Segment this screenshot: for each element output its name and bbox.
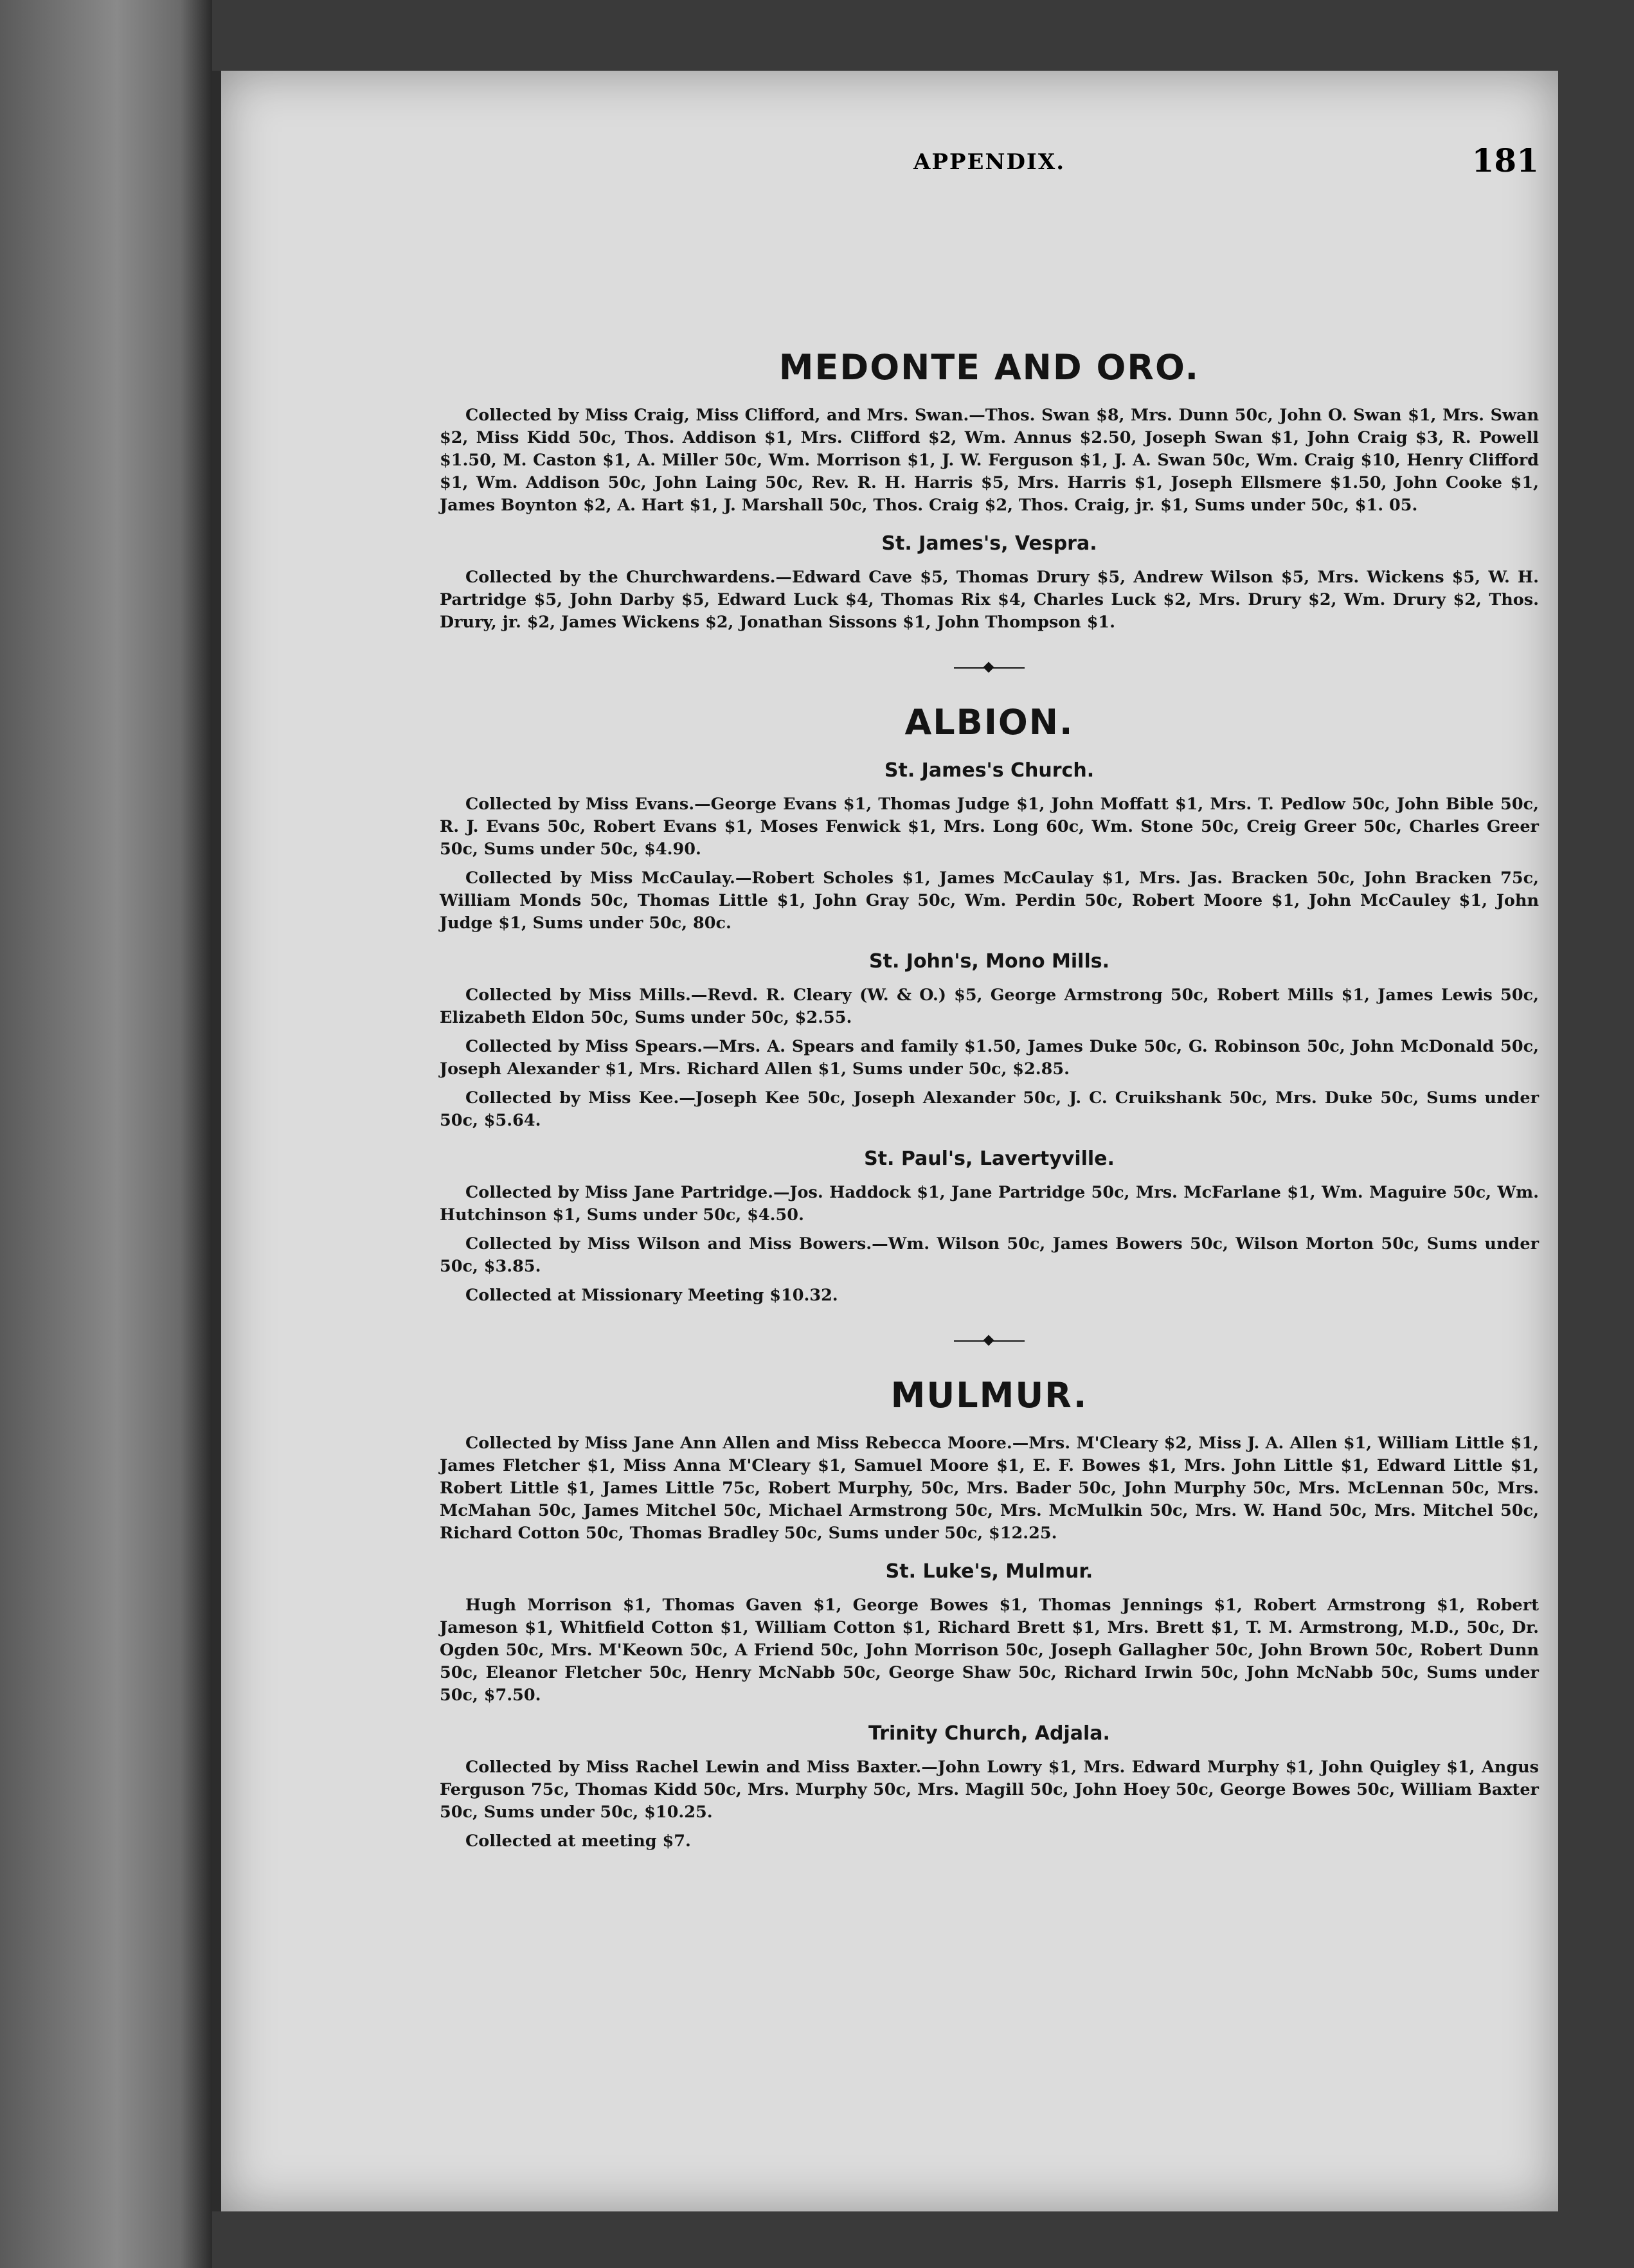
contribution-paragraph: Collected at Missionary Meeting $10.32. — [465, 1286, 838, 1305]
contribution-paragraph: Collected by the Churchwardens.—Edward Cave $5, Thomas Drury $5, Andrew Wilson $5, Mrs. Wickens $5, W. H. Partridge $5, John Darby $5, Edward Luck $4, Thomas Rix $4, Charles Luck $2, Mrs. Drury $2, Wm. Drury $2, Thos. Drury, jr. $2, James Wickens $2, Jonathan Sissons $1, John Thompson $1. — [440, 568, 1539, 632]
contribution-paragraph: Hugh Morrison $1, Thomas Gaven $1, George Bowes $1, Thomas Jennings $1, Robert Armstrong $1, Robert Jameson $1, Whitfield Cotton $1, William Cotton $1, Richard Brett $1, Mrs. Brett $1, T. M. Armstrong, M.D., 50c, Dr. Ogden 50c, Mrs. M'Keown 50c, A Friend 50c, John Morrison 50c, Joseph Gallagher 50c, John Brown 50c, Robert Dunn 50c, Eleanor Fletcher 50c, Henry McNabb 50c, George Shaw 50c, Richard Irwin 50c, John McNabb 50c, Sums under 50c, $7.50. — [440, 1596, 1539, 1705]
contribution-paragraph: Collected by Miss Rachel Lewin and Miss Baxter.—John Lowry $1, Mrs. Edward Murphy $1, John Quigley $1, Angus Ferguson 75c, Thomas Kidd 50c, Mrs. Murphy 50c, Mrs. Magill 50c, John Hoey 50c, George Bowes 50c, William Baxter 50c, Sums under 50c, $10.25. — [440, 1758, 1539, 1822]
contribution-paragraph: Collected by Miss Kee.—Joseph Kee 50c, Joseph Alexander 50c, J. C. Cruikshank 50c, Mrs. Duke 50c, Sums under 50c, $5.64. — [440, 1088, 1539, 1130]
contribution-paragraph: Collected by Miss Jane Ann Allen and Miss Rebecca Moore.—Mrs. M'Cleary $2, Miss J. A. Allen $1, William Little $1, James Fletcher $1, Miss Anna M'Cleary $1, Samuel Moore $1, E. F. Bowes $1, Mrs. John Little $1, Edward Little $1, Robert Little $1, James Little 75c, Robert Murphy, 50c, Mrs. Bader 50c, John Murphy 50c, Mrs. McLennan 50c, Mrs. McMahan 50c, James Mitchel 50c, Michael Armstrong 50c, Mrs. McMulkin 50c, Mrs. W. Hand 50c, Mrs. Mitchel 50c, Richard Cotton 50c, Thomas Bradley 50c, Sums under 50c, $12.25. — [440, 1434, 1539, 1543]
subsection-title: St. Luke's, Mulmur. — [885, 1560, 1093, 1583]
subsection-title: St. James's, Vespra. — [881, 532, 1097, 555]
section-separator — [954, 1336, 1025, 1346]
subsection-title: St. John's, Mono Mills. — [869, 950, 1109, 973]
running-title: APPENDIX. — [913, 149, 1066, 175]
facing-page-edge — [0, 0, 212, 2268]
contribution-paragraph: Collected by Miss McCaulay.—Robert Scholes $1, James McCaulay $1, Mrs. Jas. Bracken 50c, John Bracken 75c, William Monds 50c, Thomas Little $1, John Gray 50c, Wm. Perdin 50c, Robert Moore $1, John McCauley $1, John Judge $1, Sums under 50c, 80c. — [440, 869, 1539, 933]
contribution-paragraph: Collected by Miss Mills.—Revd. R. Cleary (W. & O.) $5, George Armstrong 50c, Robert Mills $1, James Lewis 50c, Elizabeth Eldon 50c, Sums under 50c, $2.55. — [440, 986, 1539, 1027]
contribution-paragraph: Collected by Miss Jane Partridge.—Jos. Haddock $1, Jane Partridge 50c, Mrs. McFarlane $1, Wm. Maguire 50c, Wm. Hutchinson $1, Sums under 50c, $4.50. — [440, 1183, 1539, 1225]
subsection-title: Trinity Church, Adjala. — [868, 1722, 1110, 1745]
document-page — [212, 71, 1558, 2211]
section-title: MEDONTE AND ORO. — [778, 347, 1200, 388]
contribution-paragraph: Collected by Miss Spears.—Mrs. A. Spears and family $1.50, James Duke 50c, G. Robinson 50c, John McDonald 50c, Joseph Alexander $1, Mrs. Richard Allen $1, Sums under 50c, $2.85. — [440, 1037, 1539, 1079]
section-title: ALBION. — [904, 702, 1074, 742]
section-separator — [954, 663, 1025, 672]
subsection-title: St. James's Church. — [884, 759, 1095, 782]
section-title: MULMUR. — [890, 1375, 1088, 1416]
page-number: 181 — [1471, 141, 1539, 179]
contribution-paragraph: Collected by Miss Wilson and Miss Bowers.—Wm. Wilson 50c, James Bowers 50c, Wilson Morton 50c, Sums under 50c, $3.85. — [440, 1234, 1539, 1276]
contribution-paragraph: Collected by Miss Evans.—George Evans $1, Thomas Judge $1, John Moffatt $1, Mrs. T. Pedlow 50c, John Bible 50c, R. J. Evans 50c, Robert Evans $1, Moses Fenwick $1, Mrs. Long 60c, Wm. Stone 50c, Creig Greer 50c, Charles Greer 50c, Sums under 50c, $4.90. — [440, 795, 1539, 859]
subsection-title: St. Paul's, Lavertyville. — [864, 1148, 1115, 1170]
contribution-paragraph: Collected at meeting $7. — [465, 1832, 691, 1851]
contribution-paragraph: Collected by Miss Craig, Miss Clifford, and Mrs. Swan.—Thos. Swan $8, Mrs. Dunn 50c, John O. Swan $1, Mrs. Swan $2, Miss Kidd 50c, Thos. Addison $1, Mrs. Clifford $2, Wm. Annus $2.50, Joseph Swan $1, John Craig $3, R. Powell $1.50, M. Caston $1, A. Miller 50c, Wm. Morrison $1, J. W. Ferguson $1, J. A. Swan 50c, Wm. Craig $10, Henry Clifford $1, Wm. Addison 50c, John Laing 50c, Rev. R. H. Harris $5, Mrs. Harris $1, Joseph Ellsmere $1.50, John Cooke $1, James Boynton $2, A. Hart $1, J. Marshall 50c, Thos. Craig $2, Thos. Craig, jr. $1, Sums under 50c, $1. 05. — [440, 406, 1539, 515]
page-content — [440, 347, 1539, 1859]
running-head — [440, 141, 1539, 180]
